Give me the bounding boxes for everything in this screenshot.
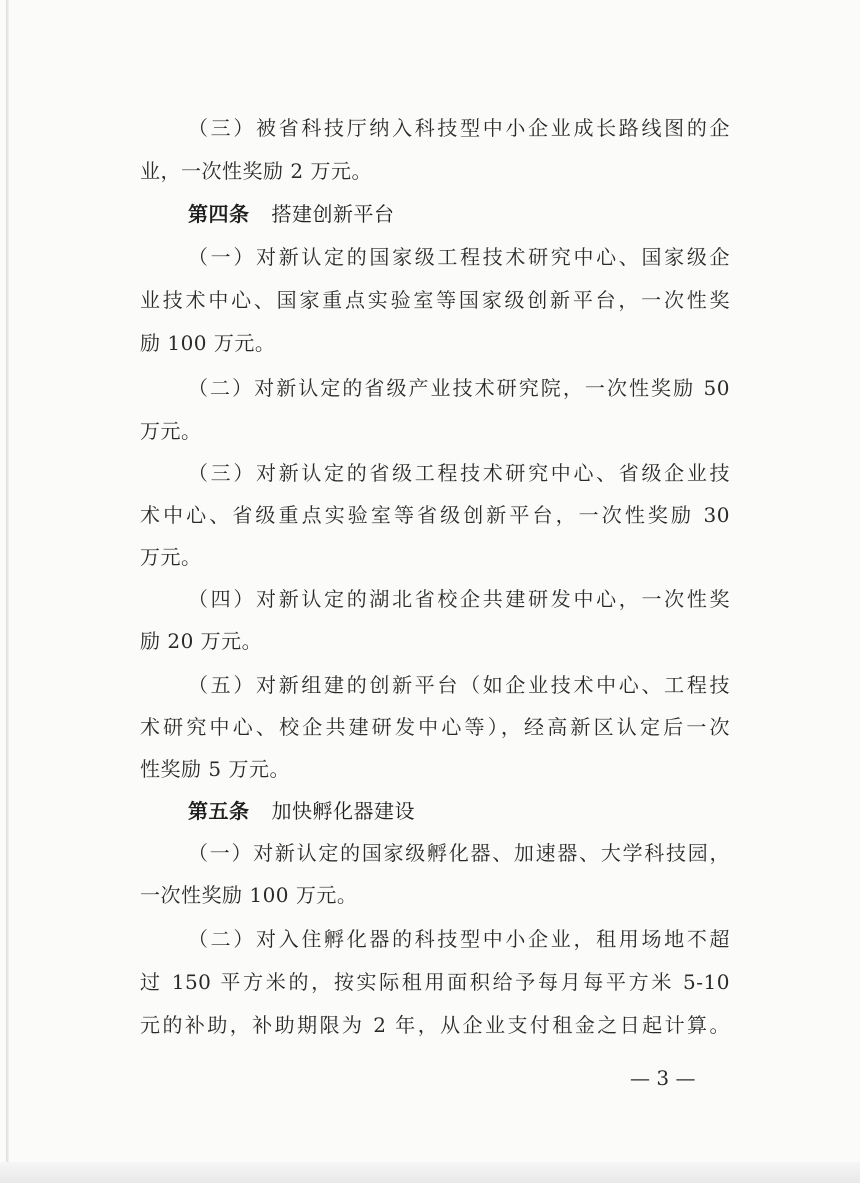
article-title: 搭建创新平台 bbox=[271, 202, 395, 226]
paragraph-line: （二）对入住孵化器的科技型中小企业，租用场地不超 bbox=[188, 927, 730, 951]
paragraph-line: （一）对新认定的国家级工程技术研究中心、国家级企 bbox=[188, 245, 730, 269]
paragraph-line: （五）对新组建的创新平台（如企业技术中心、工程技 bbox=[188, 673, 730, 697]
article-number: 第四条 bbox=[188, 202, 250, 226]
paragraph-line: 一次性奖励 100 万元。 bbox=[140, 883, 358, 907]
paragraph-line: （三）被省科技厅纳入科技型中小企业成长路线图的企 bbox=[188, 116, 730, 140]
paragraph-line: 励 100 万元。 bbox=[140, 331, 276, 355]
paragraph-line: 过 150 平方米的，按实际租用面积给予每月每平方米 5-10 bbox=[140, 970, 730, 994]
paragraph-line: 业，一次性奖励 2 万元。 bbox=[140, 159, 372, 183]
page-number: — 3 — bbox=[630, 1066, 696, 1090]
paragraph-line: 业技术中心、国家重点实验室等国家级创新平台，一次性奖 bbox=[140, 288, 730, 312]
article-heading-5 bbox=[188, 790, 415, 833]
article-number: 第五条 bbox=[188, 799, 250, 823]
paragraph-line: （一）对新认定的国家级孵化器、加速器、大学科技园， bbox=[188, 841, 730, 865]
paragraph-line: 性奖励 5 万元。 bbox=[140, 757, 290, 781]
paragraph-line: （二）对新认定的省级产业技术研究院，一次性奖励 50 bbox=[188, 376, 730, 400]
paragraph-line: 术研究中心、校企共建研发中心等），经高新区认定后一次 bbox=[140, 715, 730, 739]
article-title: 加快孵化器建设 bbox=[271, 799, 415, 823]
paragraph-line: 元的补助，补助期限为 2 年，从企业支付租金之日起计算。 bbox=[140, 1013, 730, 1037]
paragraph-line: 万元。 bbox=[140, 545, 202, 569]
paragraph-line: 术中心、省级重点实验室等省级创新平台，一次性奖励 30 bbox=[140, 503, 730, 527]
paragraph-line: （三）对新认定的省级工程技术研究中心、省级企业技 bbox=[188, 461, 730, 485]
article-heading-4 bbox=[188, 193, 395, 236]
paragraph-line: （四）对新认定的湖北省校企共建研发中心，一次性奖 bbox=[188, 587, 730, 611]
paragraph-line: 励 20 万元。 bbox=[140, 629, 263, 653]
page-bottom-edge bbox=[0, 1162, 860, 1183]
paragraph-line: 万元。 bbox=[140, 419, 202, 443]
page-binding-edge bbox=[6, 0, 9, 1183]
